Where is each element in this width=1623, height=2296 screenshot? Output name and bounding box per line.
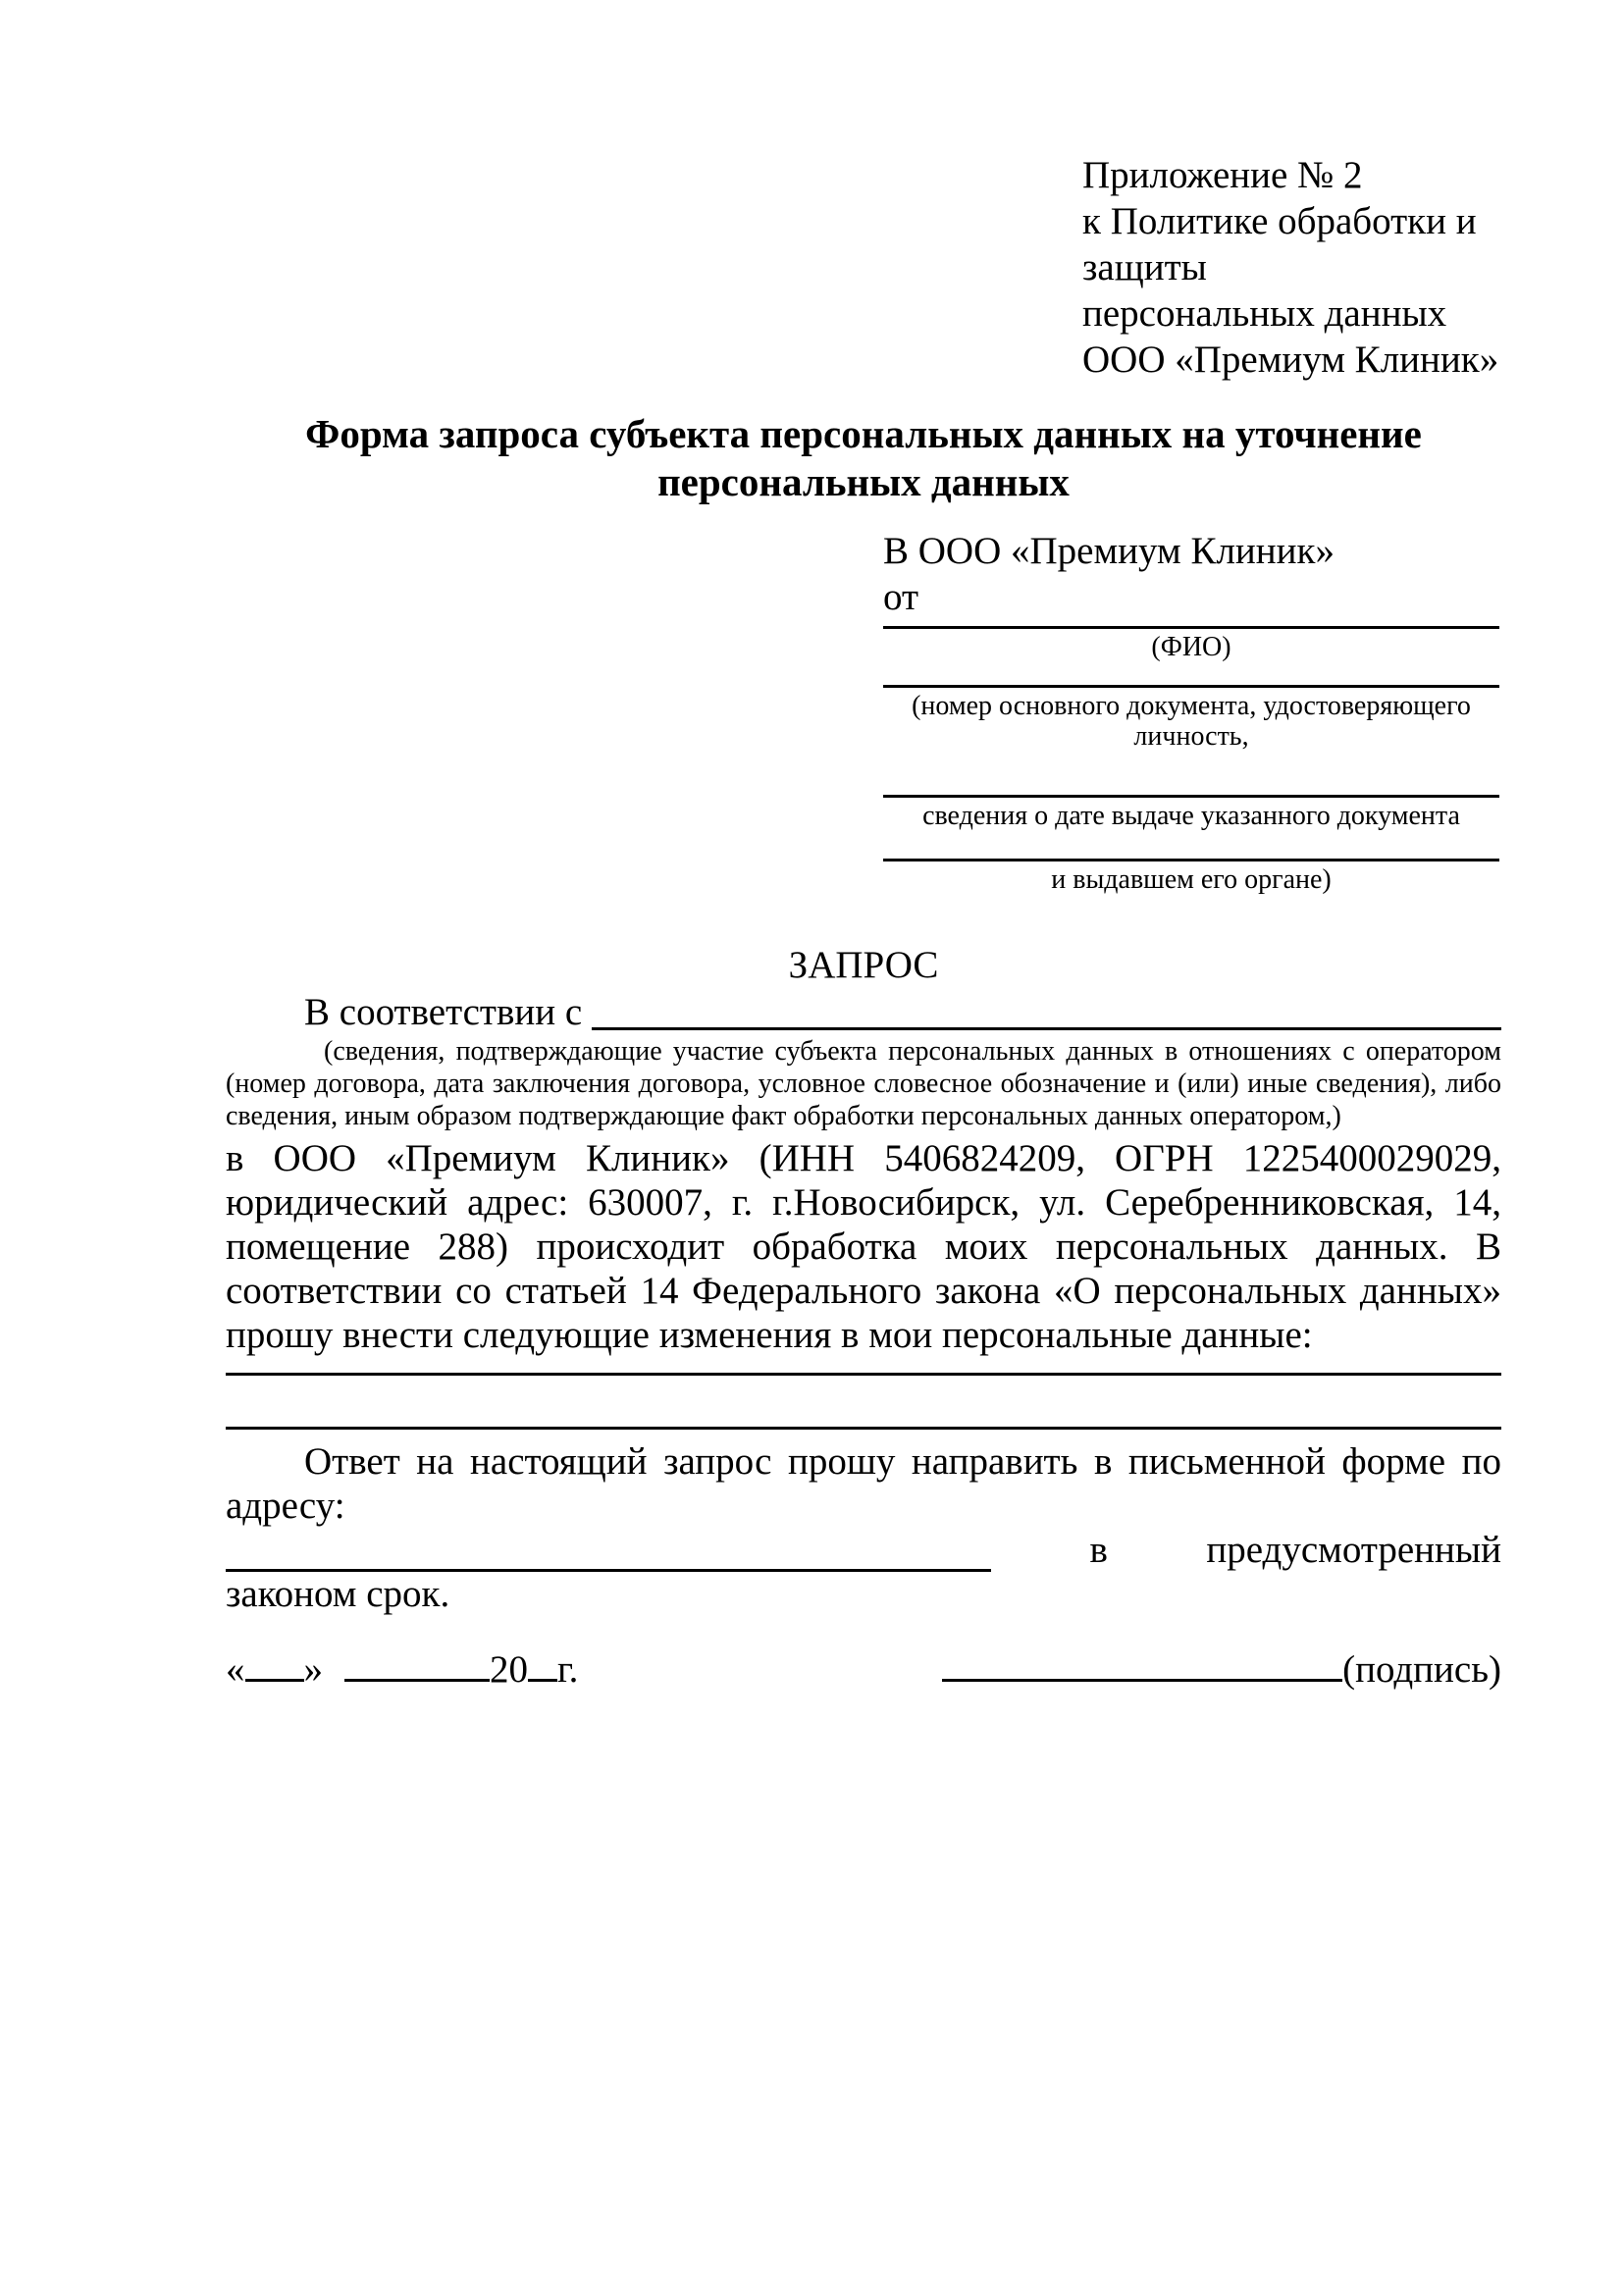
day-blank-line: [245, 1649, 304, 1682]
month-blank-line: [344, 1649, 490, 1682]
year-prefix: 20: [490, 1648, 528, 1691]
reply-word-v: в: [1089, 1529, 1108, 1571]
appendix-block: [1082, 152, 1501, 383]
issuing-authority-caption: и выдавшем его органе): [1051, 864, 1332, 895]
signature-field: [942, 1647, 1501, 1692]
appendix-line: ООО «Премиум Клиник»: [1082, 339, 1499, 381]
reply-sentence: Ответ на настоящий запрос прошу направить в письменной форме по адресу:: [226, 1440, 1501, 1527]
addressee-from-label: от: [883, 576, 919, 618]
addressee-block: [883, 528, 1499, 895]
reply-tail-line: законом срок.: [226, 1573, 450, 1615]
appendix-line: к Политике обработки и защиты: [1082, 200, 1477, 288]
request-body-paragraph: в ООО «Премиум Клиник» (ИНН 5406824209, ОГРН 1225400029029, юридический адрес: 630007, г. г.Новосибирск, ул. Серебренниковская, 14, помещение 288) происходит обработка моих персональных данных. В соответствии со статьей 14 Федерального закона «О персональных данных» прошу внести следующие изменения в мои персональные данные:: [226, 1137, 1501, 1356]
changes-blank-line-1: [226, 1357, 1501, 1376]
page-title: [226, 410, 1501, 506]
changes-blank-line-2: [226, 1376, 1501, 1430]
issue-date-blank-line: [883, 752, 1499, 798]
year-suffix: г.: [557, 1648, 579, 1691]
reply-address-row: [226, 1528, 1501, 1572]
fio-caption: (ФИО): [1151, 632, 1231, 662]
appendix-line: Приложение № 2: [1082, 154, 1363, 196]
page-title-line: персональных данных: [657, 459, 1070, 504]
accordance-label: В соответствии с: [304, 991, 583, 1033]
accordance-blank-line: [592, 990, 1501, 1030]
request-heading: ЗАПРОС: [788, 944, 939, 986]
issue-date-caption: сведения о дате выдаче указанного документа: [922, 801, 1460, 831]
issuing-authority-blank-line: [883, 831, 1499, 861]
date-field: [226, 1647, 578, 1692]
signature-blank-line: [942, 1649, 1342, 1682]
signature-caption: (подпись): [1342, 1648, 1501, 1691]
document-number-caption: (номер основного документа, удостоверяющего личность,: [912, 691, 1471, 752]
date-quote-close: »: [303, 1648, 323, 1691]
appendix-line: персональных данных: [1082, 292, 1447, 335]
accordance-footnote: (сведения, подтверждающие участие субъекта персональных данных в отношениях с оператором (номер договора, дата заключения договора, условное словесное обозначение и (или) иные сведения), либо сведения, иным образом подтверждающие факт обработки персональных данных оператором,): [226, 1036, 1501, 1131]
document-number-blank-line: [883, 662, 1499, 688]
page-title-line: Форма запроса субъекта персональных данных на уточнение: [305, 411, 1422, 456]
fio-blank-line: [883, 620, 1499, 629]
year-blank-line: [528, 1649, 557, 1682]
addressee-organization: В ООО «Премиум Клиник»: [883, 530, 1335, 572]
address-blank-line: [226, 1536, 991, 1572]
date-quote-open: «: [226, 1648, 245, 1691]
date-signature-row: [226, 1647, 1501, 1692]
reply-word-predusmotrennyj: предусмотренный: [1206, 1529, 1501, 1571]
accordance-row: [226, 990, 1501, 1035]
